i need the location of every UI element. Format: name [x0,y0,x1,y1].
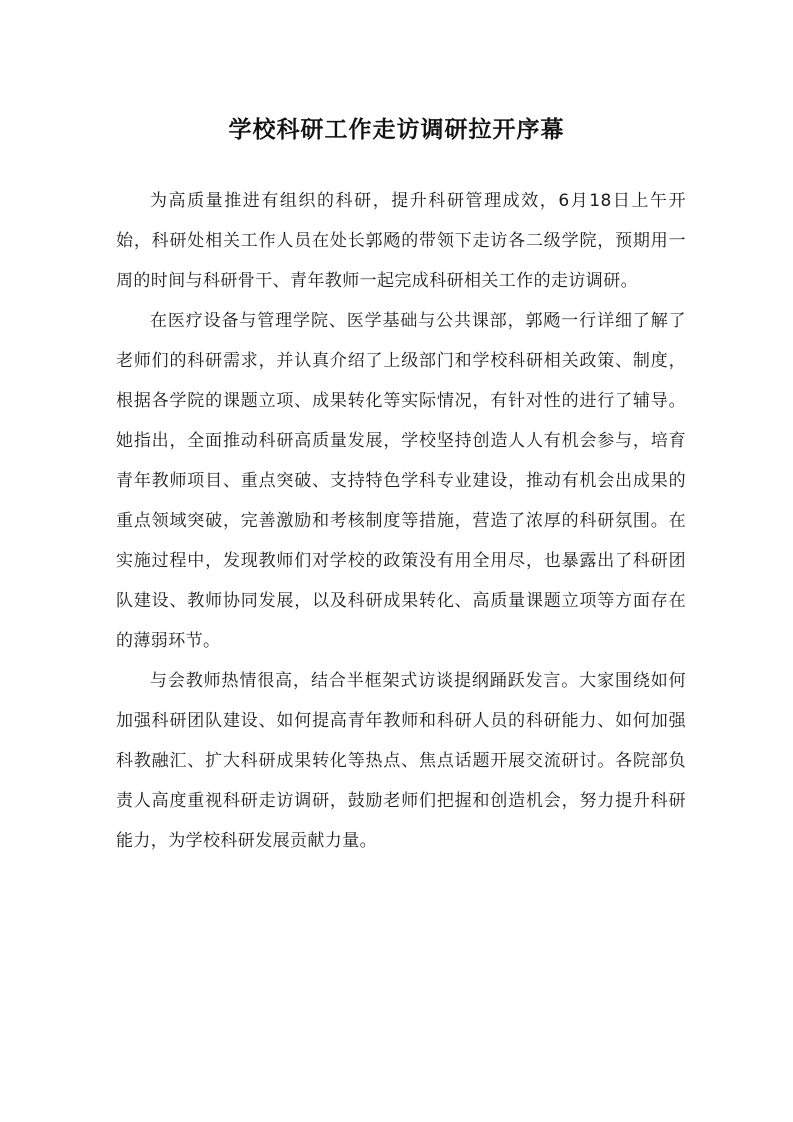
paragraph-3: 与会教师热情很高，结合半框架式访谈提纲踊跃发言。大家围绕如何加强科研团队建设、如何提高青年教师和科研人员的科研能力、如何加强科教融汇、扩大科研成果转化等热点、焦点话题开展交流研讨。各院部负责人高度重视科研走访调研，鼓励老师们把握和创造机会，努力提升科研能力，为学校科研发展贡献力量。 [116,671,686,851]
paragraph-2: 在医疗设备与管理学院、医学基础与公共课部，郭飏一行详细了解了老师们的科研需求，并认真介绍了上级部门和学校科研相关政策、制度，根据各学院的课题立项、成果转化等实际情况，有针对性的进行了辅导。她指出，全面推动科研高质量发展，学校坚持创造人人有机会参与，培育青年教师项目、重点突破、支持特色学科专业建设，推动有机会出成果的重点领域突破，完善激励和考核制度等措施，营造了浓厚的科研氛围。在实施过程中，发现教师们对学校的政策没有用全用尽，也暴露出了科研团队建设、教师协同发展，以及科研成果转化、高质量课题立项等方面存在的薄弱环节。 [116,311,686,651]
document-title: 学校科研工作走访调研拉开序幕 [228,117,565,143]
document-body [116,181,686,861]
paragraph-1: 为高质量推进有组织的科研，提升科研管理成效，6月18日上午开始，科研处相关工作人员在处长郭飏的带领下走访各二级学院，预期用一周的时间与科研骨干、青年教师一起完成科研相关工作的走访调研。 [116,191,686,291]
